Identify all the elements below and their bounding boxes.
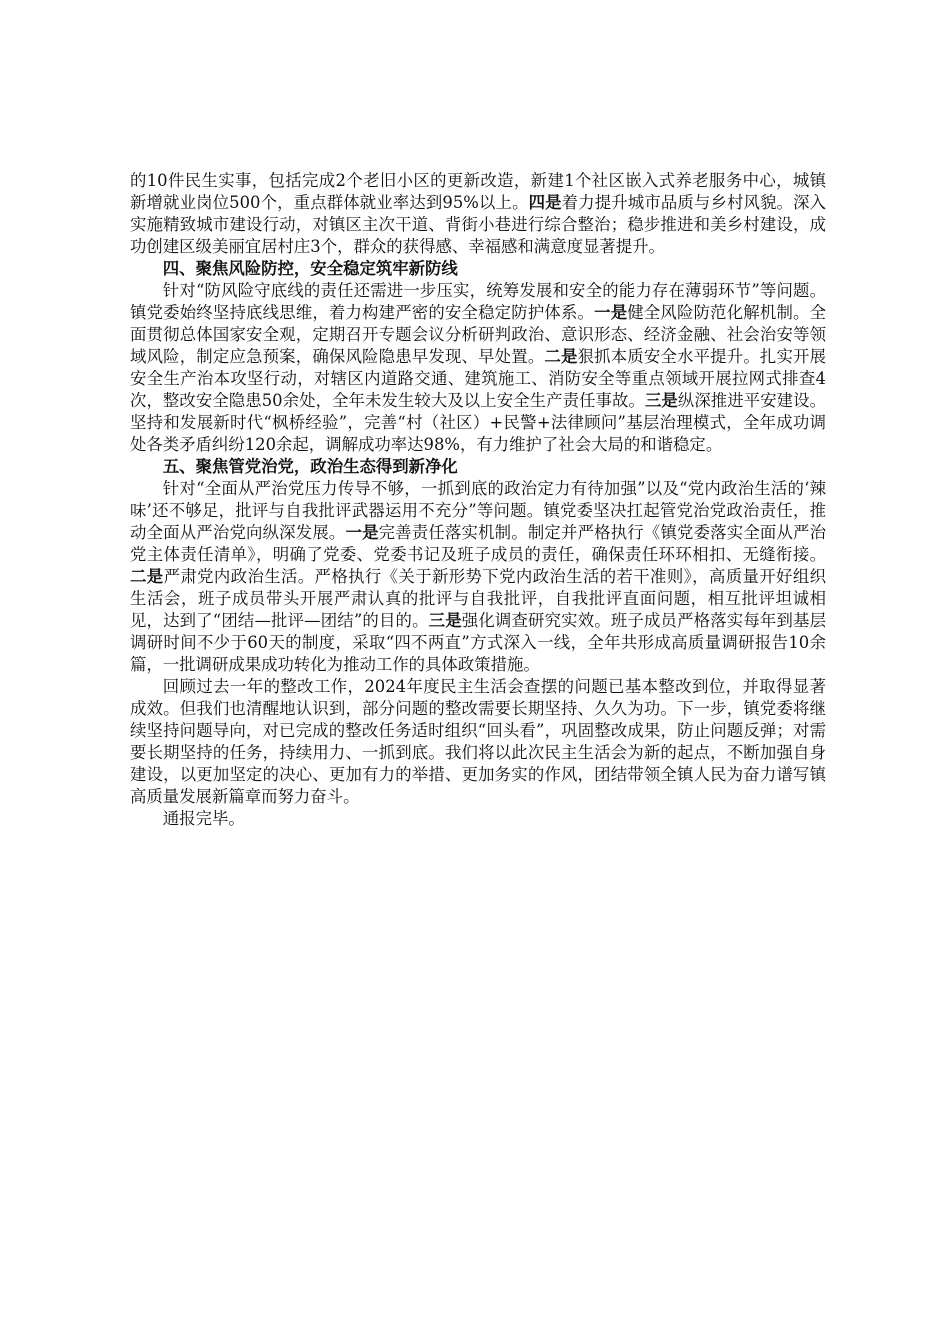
paragraph xyxy=(130,676,826,808)
paragraph-text: 狠抓本质安全水平提升。扎实开展安全生产治本攻坚行动，对辖区内道路交通、建筑施工、消防安全等重点领域开展拉网式排查4次，整改安全隐患50余处，全年未发生较大及以上安全生产责任事故。 xyxy=(130,347,827,410)
document-body xyxy=(130,170,826,830)
paragraph-text: 强化调查研究实效。班子成员严格落实每年到基层调研时间不少于60天的制度，采取“四不两直”方式深入一线，全年共形成高质量调研报告10余篇，一批调研成果成功转化为推动工作的具体政策措施。 xyxy=(130,611,826,674)
section-heading: 五、聚焦管党治党，政治生态得到新净化 xyxy=(162,457,458,476)
paragraph-text: 回顾过去一年的整改工作，2024年度民主生活会查摆的问题已基本整改到位，并取得显著成效。但我们也清醒地认识到，部分问题的整改需要长期坚持、久久为功。下一步，镇党委将继续坚持问题导向，对已完成的整改任务适时组织“回头看”，巩固整改成果，防止问题反弹；对需要长期坚持的任务，持续用力、一抓到底。我们将以此次民主生活会为新的起点，不断加强自身建设，以更加坚定的决心、更加有力的举措、更加务实的作风，团结带领全镇人民为奋力谱写镇高质量发展新篇章而努力奋斗。 xyxy=(130,677,826,806)
paragraph-text: 健全风险防范化解机制。全面贯彻总体国家安全观，定期召开专题会议分析研判政治、意识形态、经济金融、社会治安等领域风险，制定应急预案，确保风险隐患早发现、早处置。 xyxy=(130,303,827,366)
paragraph-text: 完善责任落实机制。制定并严格执行《镇党委落实全面从严治党主体责任清单》，明确了党委、党委书记及班子成员的责任，确保责任环环相扣、无缝衔接。 xyxy=(130,523,827,564)
item-lead-label: 四是 xyxy=(528,193,562,212)
item-lead-label: 二是 xyxy=(130,567,164,586)
paragraph-text: 严肃党内政治生活。严格执行《关于新形势下党内政治生活的若干准则》，高质量开好组织生活会，班子成员带头开展严肃认真的批评与自我批评，自我批评直面问题，相互批评坦诚相见，达到了“团结—批评—团结”的目的。 xyxy=(130,567,826,630)
paragraph-text: 的10件民生实事，包括完成2个老旧小区的更新改造，新建1个社区嵌入式养老服务中心，城镇新增就业岗位500个，重点群体就业率达到95%以上。 xyxy=(130,171,826,212)
item-lead-label: 一是 xyxy=(594,303,628,322)
item-lead-label: 一是 xyxy=(345,523,379,542)
paragraph-text: 纵深推进平安建设。坚持和发展新时代“枫桥经验”，完善“村（社区）+民警+法律顾问”基层治理模式，全年成功调处各类矛盾纠纷120余起，调解成功率达98%，有力维护了社会大局的和谐稳定。 xyxy=(130,391,826,454)
paragraph xyxy=(130,478,826,676)
item-lead-label: 三是 xyxy=(644,391,678,410)
paragraph xyxy=(130,808,826,830)
paragraph-text: 通报完毕。 xyxy=(162,809,245,828)
paragraph xyxy=(130,170,826,258)
paragraph-text: 着力提升城市品质与乡村风貌。深入实施精致城市建设行动，对镇区主次干道、背街小巷进行综合整治；稳步推进和美乡村建设，成功创建区级美丽宜居村庄3个，群众的获得感、幸福感和满意度显著提升。 xyxy=(130,193,827,256)
paragraph-text: 针对“防风险守底线的责任还需进一步压实，统筹发展和安全的能力存在薄弱环节”等问题。镇党委始终坚持底线思维，着力构建严密的安全稳定防护体系。 xyxy=(130,281,826,322)
paragraph xyxy=(130,280,826,456)
section-heading: 四、聚焦风险防控，安全稳定筑牢新防线 xyxy=(162,259,458,278)
item-lead-label: 三是 xyxy=(428,611,462,630)
paragraph-text: 针对“全面从严治党压力传导不够，一抓到底的政治定力有待加强”以及“党内政治生活的‘辣味’还不够足，批评与自我批评武器运用不充分”等问题。镇党委坚决扛起管党治党政治责任，推动全面从严治党向纵深发展。 xyxy=(130,479,826,542)
item-lead-label: 二是 xyxy=(544,347,578,366)
